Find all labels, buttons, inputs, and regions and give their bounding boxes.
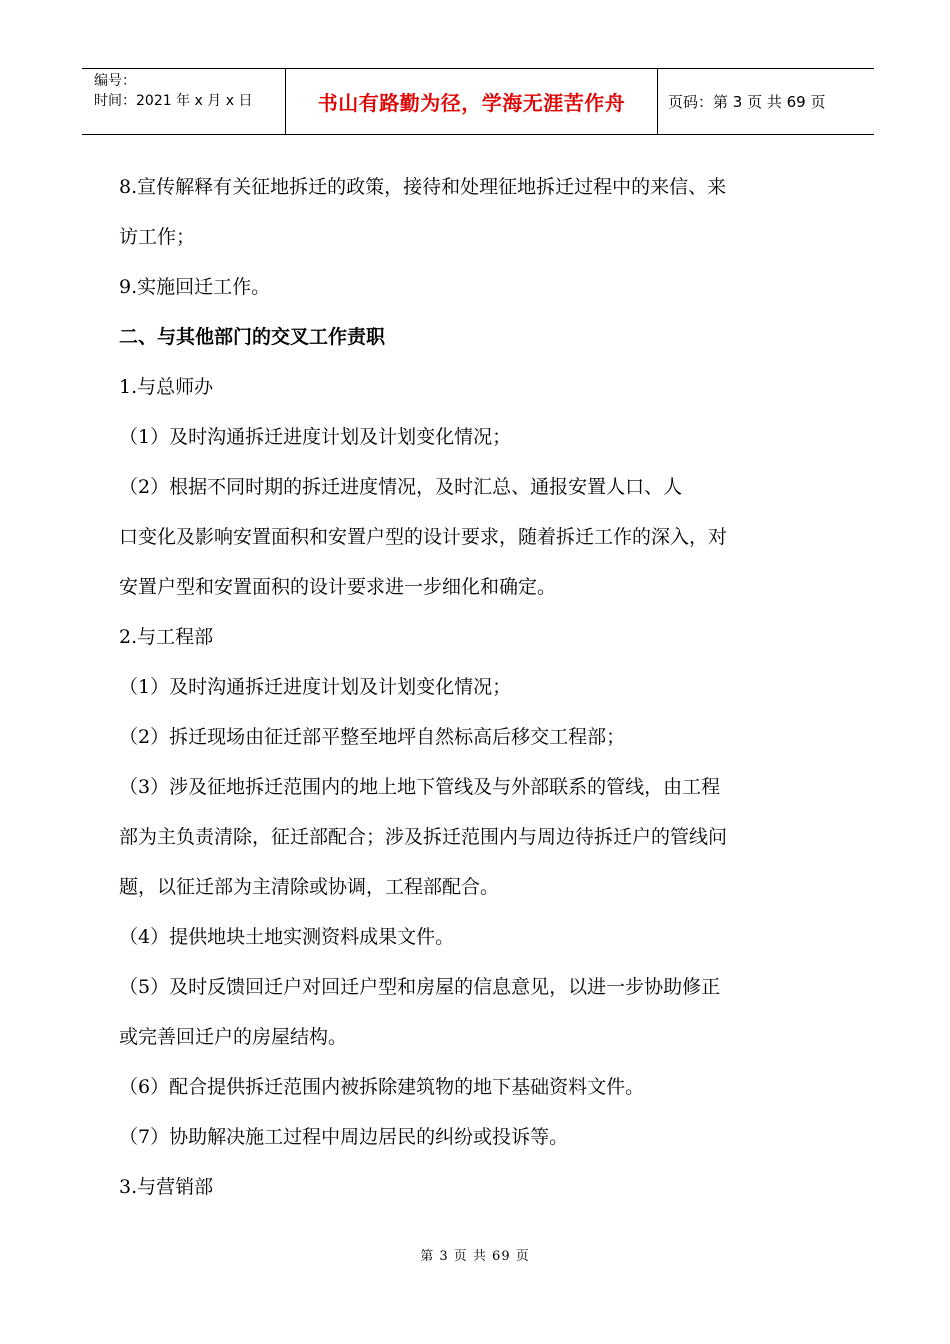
section-heading: 二、与其他部门的交叉工作责职: [119, 326, 386, 348]
body-line: （4）提供地块土地实测资料成果文件。: [119, 926, 455, 948]
body-line: 或完善回迁户的房屋结构。: [119, 1026, 348, 1048]
subsection-heading: 1.与总师办: [119, 376, 214, 398]
page-header: [82, 68, 874, 135]
header-motto: 书山有路勤为径，学海无涯苦作舟: [286, 69, 658, 134]
page-footer: 第 3 页 共 69 页: [420, 1249, 530, 1264]
body-line: （6）配合提供拆迁范围内被拆除建筑物的地下基础资料文件。: [119, 1076, 645, 1098]
body-line: 部为主负责清除，征迁部配合；涉及拆迁范围内与周边待拆迁户的管线问: [119, 826, 728, 848]
body-line: 口变化及影响安置面积和安置户型的设计要求，随着拆迁工作的深入，对: [119, 526, 728, 548]
subsection-heading: 2.与工程部: [119, 626, 214, 648]
body-line: （1）及时沟通拆迁进度计划及计划变化情况；: [119, 676, 512, 698]
document-date: 时间：2021 年 x 月 x 日: [94, 93, 253, 109]
header-page-info: 页码：第 3 页 共 69 页: [668, 93, 826, 111]
body-line: （3）涉及征地拆迁范围内的地上地下管线及与外部联系的管线，由工程: [119, 776, 721, 798]
body-line: 8.宣传解释有关征地拆迁的政策，接待和处理征地拆迁过程中的来信、来: [119, 176, 727, 198]
document-number: 编号：: [94, 73, 136, 89]
body-line: 题，以征迁部为主清除或协调，工程部配合。: [119, 876, 500, 898]
body-line: 9.实施回迁工作。: [119, 276, 271, 298]
body-line: （2）拆迁现场由征迁部平整至地坪自然标高后移交工程部；: [119, 726, 626, 748]
body-line: （1）及时沟通拆迁进度计划及计划变化情况；: [119, 426, 512, 448]
document-body: [119, 162, 844, 1212]
body-line: 访工作；: [119, 226, 196, 248]
body-line: （2）根据不同时期的拆迁进度情况，及时汇总、通报安置人口、人: [119, 476, 683, 498]
subsection-heading: 3.与营销部: [119, 1176, 214, 1198]
body-line: 安置户型和安置面积的设计要求进一步细化和确定。: [119, 576, 557, 598]
body-line: （7）协助解决施工过程中周边居民的纠纷或投诉等。: [119, 1126, 569, 1148]
header-meta: [82, 69, 286, 134]
body-line: （5）及时反馈回迁户对回迁户型和房屋的信息意见，以进一步协助修正: [119, 976, 721, 998]
